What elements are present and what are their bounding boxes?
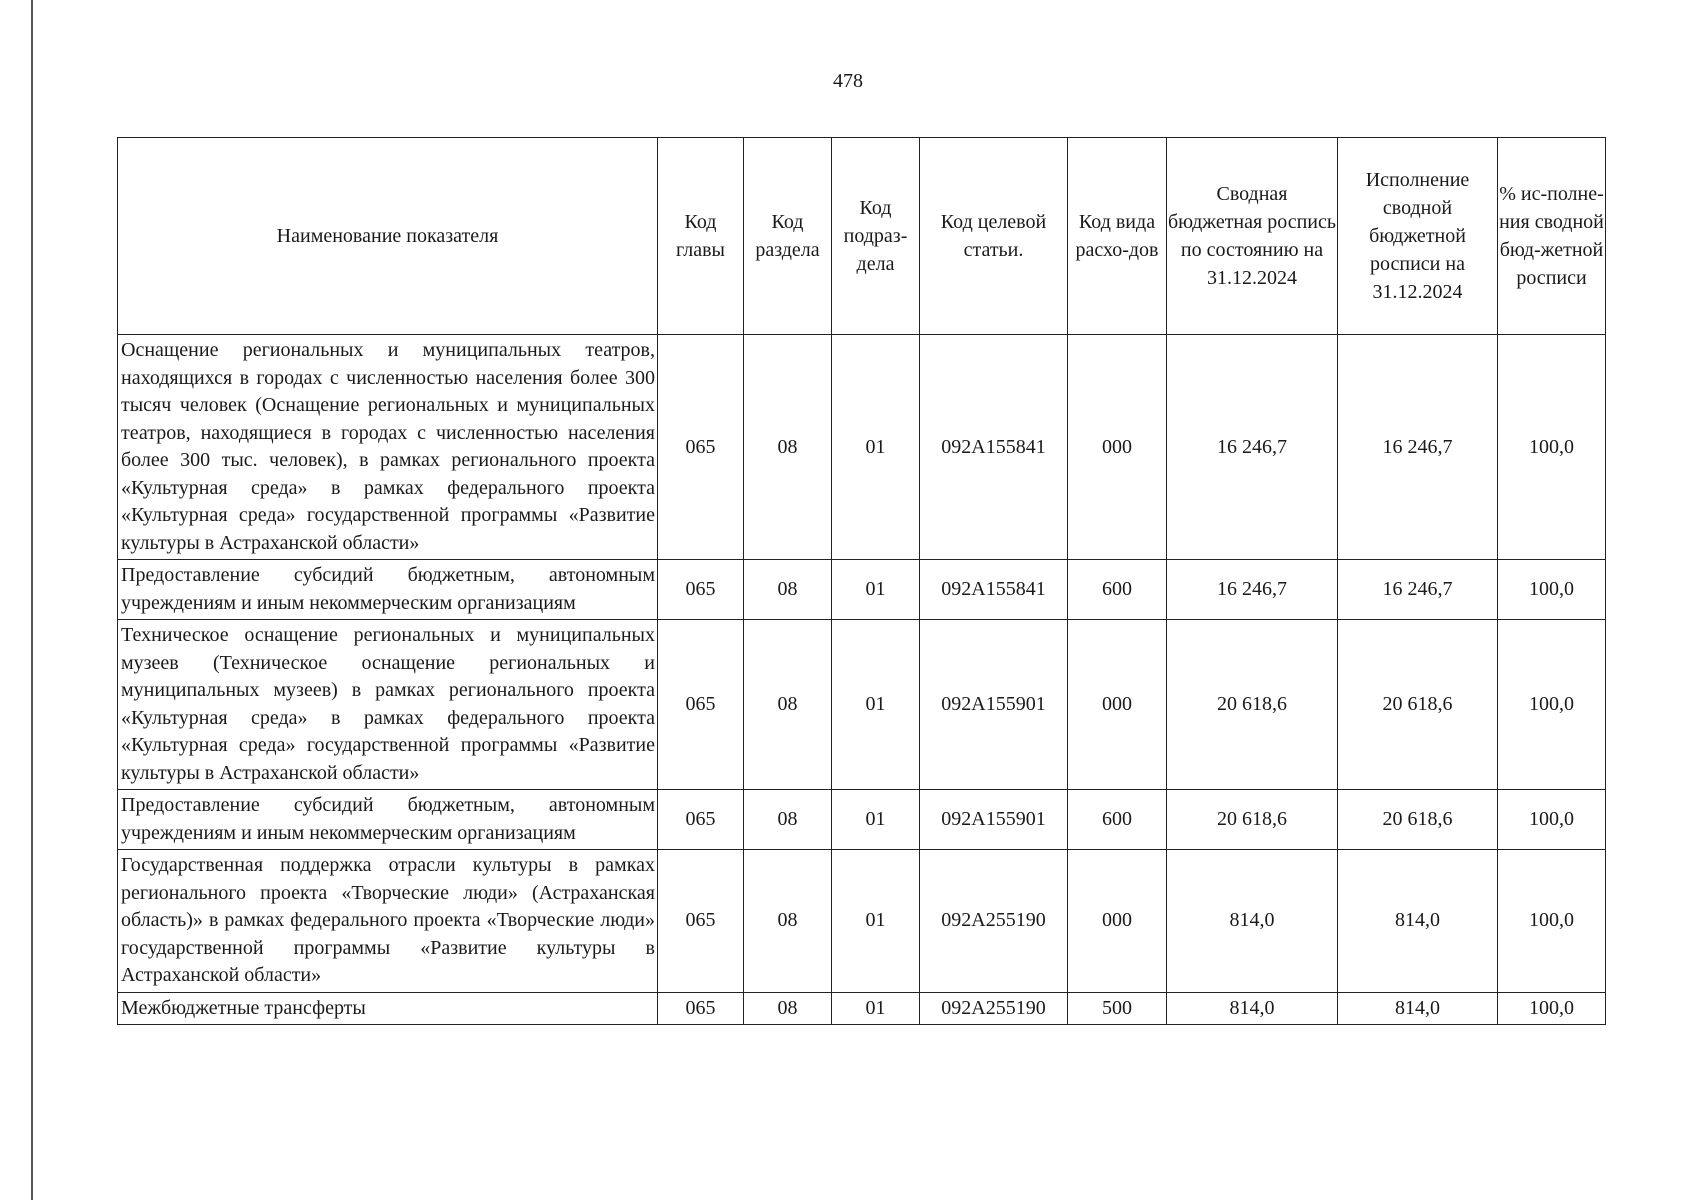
row-execution: 20 618,6 [1338,790,1498,850]
page-number: 478 [833,70,863,92]
row-execution: 20 618,6 [1338,620,1498,790]
row-expense-type-code: 600 [1068,560,1167,620]
row-execution: 16 246,7 [1338,335,1498,560]
row-percent: 100,0 [1498,790,1606,850]
row-chapter-code: 065 [658,850,744,993]
table-row [118,992,1606,1025]
row-plan: 20 618,6 [1167,620,1338,790]
binding-margin-line [31,0,33,1200]
row-subsection-code: 01 [832,560,920,620]
header-section-code: Код раздела [744,138,832,335]
row-target-code: 092А255190 [920,850,1068,993]
row-target-code: 092А155901 [920,790,1068,850]
header-execution: Исполнение сводной бюджетной росписи на 31.12.2024 [1338,138,1498,335]
table-header [118,138,1606,335]
row-section-code: 08 [744,790,832,850]
row-name: Предоставление субсидий бюджетным, автономным учреждениям и иным некоммерческим организациям [118,790,658,850]
row-chapter-code: 065 [658,560,744,620]
row-percent: 100,0 [1498,992,1606,1025]
row-expense-type-code: 500 [1068,992,1167,1025]
row-percent: 100,0 [1498,335,1606,560]
budget-execution-table [117,137,1606,1025]
row-plan: 16 246,7 [1167,560,1338,620]
header-row [118,138,1606,335]
table-body [118,335,1606,1025]
table-row [118,335,1606,560]
row-plan: 814,0 [1167,992,1338,1025]
header-subsection-code: Код подраз-дела [832,138,920,335]
row-target-code: 092А255190 [920,992,1068,1025]
row-execution: 814,0 [1338,850,1498,993]
row-chapter-code: 065 [658,335,744,560]
row-subsection-code: 01 [832,335,920,560]
row-plan: 16 246,7 [1167,335,1338,560]
row-plan: 20 618,6 [1167,790,1338,850]
row-expense-type-code: 600 [1068,790,1167,850]
row-chapter-code: 065 [658,620,744,790]
table-row [118,850,1606,993]
row-subsection-code: 01 [832,992,920,1025]
row-expense-type-code: 000 [1068,335,1167,560]
row-percent: 100,0 [1498,850,1606,993]
header-percent: % ис-полне-ния сводной бюд-жетной росписи [1498,138,1606,335]
table-row [118,790,1606,850]
table-row [118,560,1606,620]
row-name: Государственная поддержка отрасли культуры в рамках регионального проекта «Творческие люди» (Астраханская область)» в рамках федерального проекта «Творческие люди» государственной программы «Развитие культуры в Астраханской области» [118,850,658,993]
header-target-code: Код целевой статьи. [920,138,1068,335]
row-section-code: 08 [744,560,832,620]
row-percent: 100,0 [1498,620,1606,790]
header-expense-type-code: Код вида расхо-дов [1068,138,1167,335]
row-chapter-code: 065 [658,790,744,850]
row-subsection-code: 01 [832,790,920,850]
row-target-code: 092А155841 [920,335,1068,560]
row-section-code: 08 [744,850,832,993]
row-subsection-code: 01 [832,850,920,993]
row-target-code: 092А155901 [920,620,1068,790]
row-expense-type-code: 000 [1068,850,1167,993]
header-plan: Сводная бюджетная роспись по состоянию на 31.12.2024 [1167,138,1338,335]
row-subsection-code: 01 [832,620,920,790]
row-execution: 16 246,7 [1338,560,1498,620]
header-chapter-code: Код главы [658,138,744,335]
row-section-code: 08 [744,992,832,1025]
row-section-code: 08 [744,620,832,790]
header-name: Наименование показателя [118,138,658,335]
row-name: Техническое оснащение региональных и муниципальных музеев (Техническое оснащение региональных и муниципальных музеев) в рамках регионального проекта «Культурная среда» в рамках федерального проекта «Культурная среда» государственной программы «Развитие культуры в Астраханской области» [118,620,658,790]
row-chapter-code: 065 [658,992,744,1025]
row-section-code: 08 [744,335,832,560]
row-execution: 814,0 [1338,992,1498,1025]
row-percent: 100,0 [1498,560,1606,620]
row-name: Межбюджетные трансферты [118,992,658,1025]
row-expense-type-code: 000 [1068,620,1167,790]
table-row [118,620,1606,790]
row-target-code: 092А155841 [920,560,1068,620]
row-plan: 814,0 [1167,850,1338,993]
row-name: Предоставление субсидий бюджетным, автономным учреждениям и иным некоммерческим организациям [118,560,658,620]
row-name: Оснащение региональных и муниципальных театров, находящихся в городах с численностью населения более 300 тысяч человек (Оснащение региональных и муниципальных театров, находящиеся в городах с численностью населения более 300 тыс. человек), в рамках регионального проекта «Культурная среда» в рамках федерального проекта «Культурная среда» государственной программы «Развитие культуры в Астраханской области» [118,335,658,560]
